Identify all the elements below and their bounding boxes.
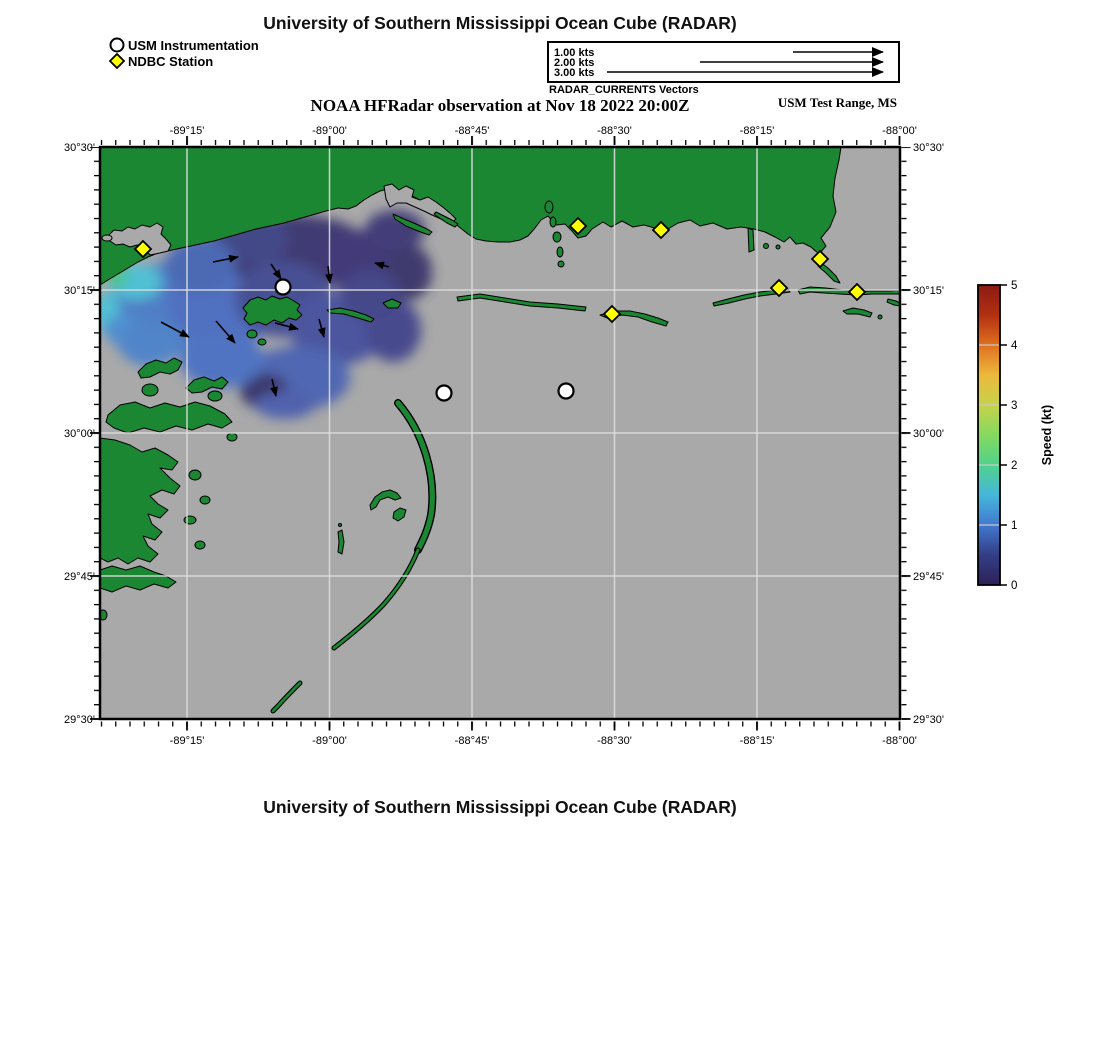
lat-tick-label: 29°45' (64, 571, 95, 583)
la-marsh-islet (208, 391, 222, 401)
lon-tick-label: -88°30' (597, 735, 632, 747)
islet-dot (339, 524, 342, 527)
lon-tick-label: -89°15' (169, 735, 205, 747)
vector-scale-label-2: 2.00 kts (554, 57, 595, 69)
la-marsh-islet (195, 541, 205, 549)
range-label: USM Test Range, MS (777, 95, 897, 110)
marsh-islet (545, 201, 553, 213)
marsh-islet (558, 261, 564, 267)
colorbar-tick: 5 (1011, 280, 1018, 292)
colorbar-title: Speed (kt) (1040, 404, 1054, 466)
lat-tick-label: 29°45' (913, 571, 944, 583)
usm-instrumentation-marker (276, 280, 291, 295)
lon-axis-top (170, 125, 917, 137)
colorbar (978, 280, 1054, 592)
lon-tick-label: -88°15' (739, 125, 775, 137)
marsh-islet (550, 217, 556, 227)
usm-instrumentation-marker (437, 386, 452, 401)
vector-scale-label-3: 3.00 kts (554, 67, 595, 79)
marsh-islet (258, 339, 266, 345)
round-island (776, 245, 780, 249)
la-marsh-islet (200, 496, 210, 504)
lon-tick-label: -88°15' (739, 735, 775, 747)
lat-tick-label: 29°30' (64, 714, 95, 726)
marsh-islet (557, 247, 563, 257)
lat-axis-right (913, 142, 944, 726)
lon-tick-label: -88°30' (597, 125, 632, 137)
marsh-islet (247, 330, 257, 338)
marsh-islet (553, 232, 561, 242)
la-marsh-islet (227, 433, 237, 441)
lon-axis-bottom (170, 735, 917, 747)
footer-title: University of Southern Mississippi Ocean Cube (RADAR) (263, 797, 737, 817)
la-marsh-islet (142, 384, 158, 396)
usm-instrumentation-marker (559, 384, 574, 399)
lon-tick-label: -88°45' (454, 125, 490, 137)
colorbar-tick: 0 (1011, 580, 1018, 592)
lat-tick-label: 30°30' (913, 142, 944, 154)
colorbar-tick: 3 (1011, 400, 1018, 412)
page-title: University of Southern Mississippi Ocean Cube (RADAR) (263, 13, 737, 33)
lat-tick-label: 30°00' (913, 428, 944, 440)
legend-label-ndbc: NDBC Station (128, 53, 214, 69)
lat-tick-label: 30°00' (64, 428, 95, 440)
lon-tick-label: -88°00' (882, 125, 917, 137)
lon-tick-label: -88°00' (882, 735, 917, 747)
lat-tick-label: 29°30' (913, 714, 944, 726)
colorbar-gradient (978, 285, 1000, 585)
lon-tick-label: -89°00' (312, 125, 347, 137)
colorbar-tick: 4 (1011, 340, 1018, 352)
lon-tick-label: -89°00' (312, 735, 347, 747)
vector-scale-caption: RADAR_CURRENTS Vectors (549, 84, 699, 96)
islet-dot (878, 315, 882, 319)
bay-pond (102, 235, 112, 241)
lat-tick-label: 30°15' (64, 285, 95, 297)
la-marsh-islet (184, 516, 196, 524)
lon-tick-label: -89°15' (169, 125, 205, 137)
colorbar-tick: 2 (1011, 460, 1018, 472)
round-island (764, 244, 769, 249)
pascagoula-delta (748, 228, 754, 252)
vector-scale-label-1: 1.00 kts (554, 47, 595, 59)
observation-subtitle: NOAA HFRadar observation at Nov 18 2022 20:00Z (310, 96, 690, 115)
lat-tick-label: 30°30' (64, 142, 95, 154)
la-marsh-islet (189, 470, 201, 480)
mid-sliver (338, 530, 344, 554)
lon-tick-label: -88°45' (454, 735, 490, 747)
colorbar-tick: 1 (1011, 520, 1018, 532)
lat-tick-label: 30°15' (913, 285, 944, 297)
legend-label-usm: USM Instrumentation (128, 37, 259, 53)
